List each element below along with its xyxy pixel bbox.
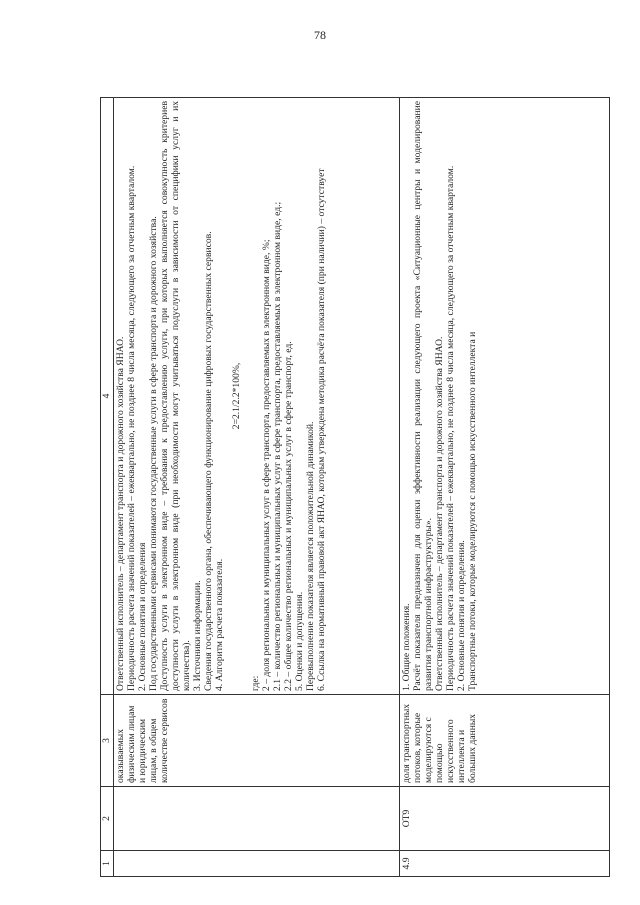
desc-line: Ответственный исполнитель – департамент транспорта и дорожного хозяйства ЯНАО.: [115, 336, 126, 691]
desc-line: 6. Ссылка на нормативный правовой акт ЯНАО, которым утверждена методика расчёта показателя (при наличии) – отсутствует: [316, 168, 327, 691]
desc-line: Ответственный исполнитель – департамент транспорта и дорожного хозяйства ЯНАО.: [434, 336, 445, 691]
table-row: [400, 98, 610, 877]
rotated-table-sheet: [100, 97, 610, 877]
desc-line: 2 – доля региональных и муниципальных услуг в сфере транспорта, предоставляемых в электронном виде, %;: [261, 239, 272, 691]
desc-line: Периодичность расчета значений показателей – ежеквартально, не позднее 8 числа месяца, следующего за отчетным кварталом.: [126, 165, 137, 691]
desc-line: Периодичность расчета значений показателей – ежеквартально, не позднее 8 числа месяца, следующего за отчетным кварталом.: [445, 165, 456, 691]
indicator-description: [114, 98, 400, 695]
header-row: [101, 98, 114, 877]
desc-line: 4. Алгоритм расчета показателя.: [214, 558, 225, 691]
header-col-4: 4: [101, 98, 114, 695]
formula: 2=2.1/2.2*100%,: [231, 362, 242, 430]
row-number: [114, 851, 400, 877]
header-col-2: 2: [101, 787, 114, 851]
row-number: 4.9: [400, 851, 610, 877]
indicator-name: оказываемых физическим лицам и юридическим лицам, в общем количестве сервисов: [114, 695, 400, 787]
desc-line: 2.2 – общее количество региональных и муниципальных услуг в сфере транспорт, ед.: [283, 341, 294, 691]
desc-line: Доступность услуги в электронном виде – требования к предоставлению услуги, при которых выполняется совокупность критериев доступности услуги в электронном виде (при необходимости могут учитываться подуслуги в зависимости от специфики услуг и их количества).: [159, 101, 192, 691]
desc-line: Расчёт показателя предназначен для оценки эффективности реализации следующего проекта «Ситуационные центры и моделирование развития транспортной инфраструктуры».: [412, 101, 434, 691]
desc-line: Под государственными сервисами понимаются государственные услуги в сфере транспорта и дорожного хозяйства.: [148, 216, 159, 691]
desc-line: 1. Общие положения.: [401, 603, 412, 691]
header-col-3: 3: [101, 695, 114, 787]
row-code: [114, 787, 400, 851]
row-code: ОТ9: [400, 787, 610, 851]
header-col-1: 1: [101, 851, 114, 877]
desc-line: 2.1 – количество региональных и муниципальных услуг в сфере транспорта, предоставляемых в электронном виде, ед.;: [272, 201, 283, 691]
desc-line: Транспортные потоки, которые моделируются с помощью искусственного интеллекта и: [467, 331, 478, 691]
desc-line: 3. Источники информации.: [192, 580, 203, 691]
table-row: [114, 98, 400, 877]
desc-line: 5. Оценки и допущения.: [294, 591, 305, 691]
desc-line: Перевыполнение показателя является положительной динамикой.: [305, 421, 316, 691]
indicator-name: доля транспортных потоков, которые моделируются с помощью искусственного интеллекта и больших данных: [400, 695, 610, 787]
desc-line: Сведения государственного органа, обеспечивающего функционирование цифровых государственных сервисов.: [203, 231, 214, 691]
page-number: 78: [314, 28, 326, 42]
desc-line: 2. Основные понятия и определения.: [456, 540, 467, 691]
desc-line: 2. Основные понятия и определения: [137, 542, 148, 691]
indicators-table: [100, 97, 610, 877]
desc-line: где:: [250, 675, 261, 691]
indicator-description: [400, 98, 610, 695]
